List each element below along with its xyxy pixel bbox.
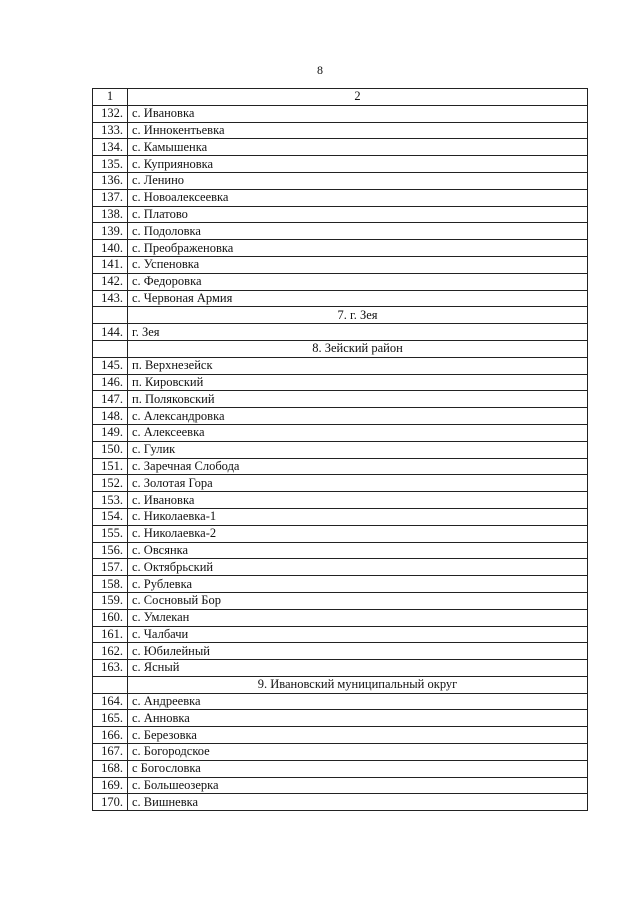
- row-number: 158.: [93, 576, 128, 593]
- row-number: 135.: [93, 156, 128, 173]
- row-number: 156.: [93, 542, 128, 559]
- row-number: 151.: [93, 458, 128, 475]
- row-number: 141.: [93, 256, 128, 273]
- table-row: [93, 710, 588, 727]
- settlement-name: с. Чалбачи: [128, 626, 588, 643]
- row-number: 134.: [93, 139, 128, 156]
- settlement-name: с. Заречная Слобода: [128, 458, 588, 475]
- table-row: [93, 542, 588, 559]
- header-cell-name: 2: [128, 89, 588, 106]
- settlement-name: п. Верхнезейск: [128, 357, 588, 374]
- settlement-name: с. Березовка: [128, 727, 588, 744]
- settlement-name: с. Богородское: [128, 744, 588, 761]
- table-row: [93, 441, 588, 458]
- table-row: [93, 223, 588, 240]
- table-row: [93, 727, 588, 744]
- settlement-name: с. Умлекан: [128, 609, 588, 626]
- table-row: [93, 525, 588, 542]
- row-number: 149.: [93, 424, 128, 441]
- row-number: 170.: [93, 794, 128, 811]
- row-number: 144.: [93, 324, 128, 341]
- table-row: [93, 760, 588, 777]
- table-row: [93, 458, 588, 475]
- section-row: [93, 340, 588, 357]
- table-row: [93, 744, 588, 761]
- settlement-name: с. Федоровка: [128, 273, 588, 290]
- table-row: [93, 105, 588, 122]
- settlement-name: с. Овсянка: [128, 542, 588, 559]
- row-number: 161.: [93, 626, 128, 643]
- table-row: [93, 660, 588, 677]
- section-number-cell: [93, 307, 128, 324]
- settlement-name: с. Большеозерка: [128, 777, 588, 794]
- table-row: [93, 592, 588, 609]
- row-number: 139.: [93, 223, 128, 240]
- table-row: [93, 794, 588, 811]
- table-row: [93, 256, 588, 273]
- section-row: [93, 307, 588, 324]
- table-body: [93, 89, 588, 811]
- row-number: 159.: [93, 592, 128, 609]
- table-row: [93, 626, 588, 643]
- table-row: [93, 357, 588, 374]
- table-row: [93, 424, 588, 441]
- settlements-table: [92, 88, 588, 811]
- table-row: [93, 240, 588, 257]
- row-number: 145.: [93, 357, 128, 374]
- settlement-name: с. Иннокентьевка: [128, 122, 588, 139]
- table-row: [93, 576, 588, 593]
- row-number: 138.: [93, 206, 128, 223]
- table-row: [93, 559, 588, 576]
- table-row: [93, 508, 588, 525]
- settlement-name: с. Преображеновка: [128, 240, 588, 257]
- row-number: 143.: [93, 290, 128, 307]
- settlement-name: с. Ивановка: [128, 105, 588, 122]
- settlement-name: с. Куприяновка: [128, 156, 588, 173]
- row-number: 142.: [93, 273, 128, 290]
- settlement-name: с. Анновка: [128, 710, 588, 727]
- row-number: 157.: [93, 559, 128, 576]
- settlement-name: с. Платово: [128, 206, 588, 223]
- row-number: 163.: [93, 660, 128, 677]
- table-row: [93, 139, 588, 156]
- settlement-name: с. Ивановка: [128, 492, 588, 509]
- row-number: 165.: [93, 710, 128, 727]
- row-number: 148.: [93, 408, 128, 425]
- row-number: 152.: [93, 475, 128, 492]
- settlement-name: с. Николаевка-2: [128, 525, 588, 542]
- table-row: [93, 609, 588, 626]
- row-number: 155.: [93, 525, 128, 542]
- table-row: [93, 492, 588, 509]
- table-row: [93, 643, 588, 660]
- row-number: 167.: [93, 744, 128, 761]
- settlement-name: с. Золотая Гора: [128, 475, 588, 492]
- section-title: 7. г. Зея: [128, 307, 588, 324]
- table-row: [93, 374, 588, 391]
- settlement-name: с. Николаевка-1: [128, 508, 588, 525]
- table-row: [93, 156, 588, 173]
- settlement-name: с. Подоловка: [128, 223, 588, 240]
- row-number: 154.: [93, 508, 128, 525]
- row-number: 169.: [93, 777, 128, 794]
- settlement-name: с. Алексеевка: [128, 424, 588, 441]
- settlement-name: с. Вишневка: [128, 794, 588, 811]
- header-cell-number: 1: [93, 89, 128, 106]
- table-row: [93, 122, 588, 139]
- table-row: [93, 273, 588, 290]
- settlement-name: с. Юбилейный: [128, 643, 588, 660]
- table-row: [93, 391, 588, 408]
- row-number: 147.: [93, 391, 128, 408]
- settlement-name: с Богословка: [128, 760, 588, 777]
- row-number: 150.: [93, 441, 128, 458]
- settlement-name: с. Рублевка: [128, 576, 588, 593]
- table-row: [93, 693, 588, 710]
- settlement-name: с. Новоалексеевка: [128, 189, 588, 206]
- row-number: 162.: [93, 643, 128, 660]
- settlement-name: с. Успеновка: [128, 256, 588, 273]
- section-title: 8. Зейский район: [128, 340, 588, 357]
- settlement-name: с. Камышенка: [128, 139, 588, 156]
- row-number: 153.: [93, 492, 128, 509]
- table-row: [93, 777, 588, 794]
- section-row: [93, 676, 588, 693]
- table-row: [93, 189, 588, 206]
- settlement-name: п. Кировский: [128, 374, 588, 391]
- settlement-name: г. Зея: [128, 324, 588, 341]
- row-number: 168.: [93, 760, 128, 777]
- row-number: 146.: [93, 374, 128, 391]
- settlement-name: с. Ясный: [128, 660, 588, 677]
- settlement-name: с. Андреевка: [128, 693, 588, 710]
- section-number-cell: [93, 340, 128, 357]
- row-number: 160.: [93, 609, 128, 626]
- settlement-name: п. Поляковский: [128, 391, 588, 408]
- row-number: 133.: [93, 122, 128, 139]
- row-number: 140.: [93, 240, 128, 257]
- settlement-name: с. Ленино: [128, 172, 588, 189]
- row-number: 164.: [93, 693, 128, 710]
- table-row: [93, 324, 588, 341]
- page-number: 8: [317, 63, 323, 77]
- settlement-name: с. Сосновый Бор: [128, 592, 588, 609]
- settlement-name: с. Гулик: [128, 441, 588, 458]
- settlement-name: с. Червоная Армия: [128, 290, 588, 307]
- table-row: [93, 408, 588, 425]
- table-row: [93, 172, 588, 189]
- table-row: [93, 206, 588, 223]
- row-number: 132.: [93, 105, 128, 122]
- settlement-name: с. Октябрьский: [128, 559, 588, 576]
- table-row: [93, 475, 588, 492]
- settlement-name: с. Александровка: [128, 408, 588, 425]
- table-row: [93, 290, 588, 307]
- row-number: 166.: [93, 727, 128, 744]
- section-number-cell: [93, 676, 128, 693]
- row-number: 136.: [93, 172, 128, 189]
- section-title: 9. Ивановский муниципальный округ: [128, 676, 588, 693]
- row-number: 137.: [93, 189, 128, 206]
- table-header-row: [93, 89, 588, 106]
